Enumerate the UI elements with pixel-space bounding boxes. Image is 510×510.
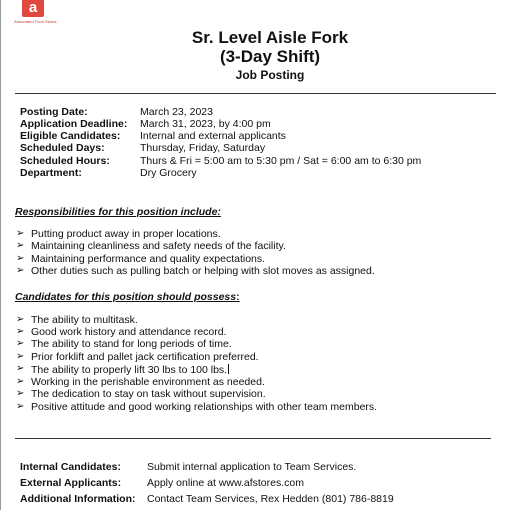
arrowhead-bullet-icon: ➢ [16,265,25,276]
detail-value: Thurs & Fri = 5:00 am to 5:30 pm / Sat = 6:00 am to 6:30 pm [140,155,422,167]
responsibilities-heading: Responsibilities for this position include: [15,206,221,218]
info-value: Contact Team Services, Rex Hedden (801) 786-8819 [147,493,394,505]
detail-value: March 23, 2023 [140,106,213,118]
detail-label: Scheduled Hours: [20,155,110,167]
arrowhead-bullet-icon: ➢ [16,314,25,325]
page-subtitle: Job Posting [235,68,305,82]
arrowhead-bullet-icon: ➢ [16,253,25,264]
detail-label: Posting Date: [20,106,88,118]
qualifications-heading: Candidates for this position should possess: [15,291,240,303]
detail-label: Department: [20,167,82,179]
info-value: Submit internal application to Team Services. [147,461,357,473]
arrowhead-bullet-icon: ➢ [16,388,25,399]
arrowhead-bullet-icon: ➢ [16,376,25,387]
arrowhead-bullet-icon: ➢ [16,228,25,239]
detail-value: Dry Grocery [140,167,197,179]
page-left-border [0,0,1,510]
logo-icon: a [22,0,44,17]
detail-value: Thursday, Friday, Saturday [140,142,266,154]
page-title-shift: (3-Day Shift) [219,47,321,66]
arrowhead-bullet-icon: ➢ [16,351,25,362]
page-title: Sr. Level Aisle Fork [191,28,349,47]
info-label: Additional Information: [20,493,136,505]
company-logo [14,0,60,28]
detail-value: March 31, 2023, by 4:00 pm [140,118,271,130]
info-label: External Applicants: [20,477,122,489]
info-value: Apply online at www.afstores.com [147,477,304,489]
arrowhead-bullet-icon: ➢ [16,401,25,412]
detail-label: Application Deadline: [20,118,128,130]
arrowhead-bullet-icon: ➢ [16,363,25,374]
arrowhead-bullet-icon: ➢ [16,240,25,251]
logo-caption: Associated Food Stores [14,19,57,24]
arrowhead-bullet-icon: ➢ [16,326,25,337]
detail-label: Scheduled Days: [20,142,105,154]
detail-value: Internal and external applicants [140,130,286,142]
divider-top [15,93,496,94]
text-cursor [228,364,229,374]
info-label: Internal Candidates: [20,461,121,473]
detail-label: Eligible Candidates: [20,130,121,142]
arrowhead-bullet-icon: ➢ [16,338,25,349]
divider-bottom [15,438,491,439]
